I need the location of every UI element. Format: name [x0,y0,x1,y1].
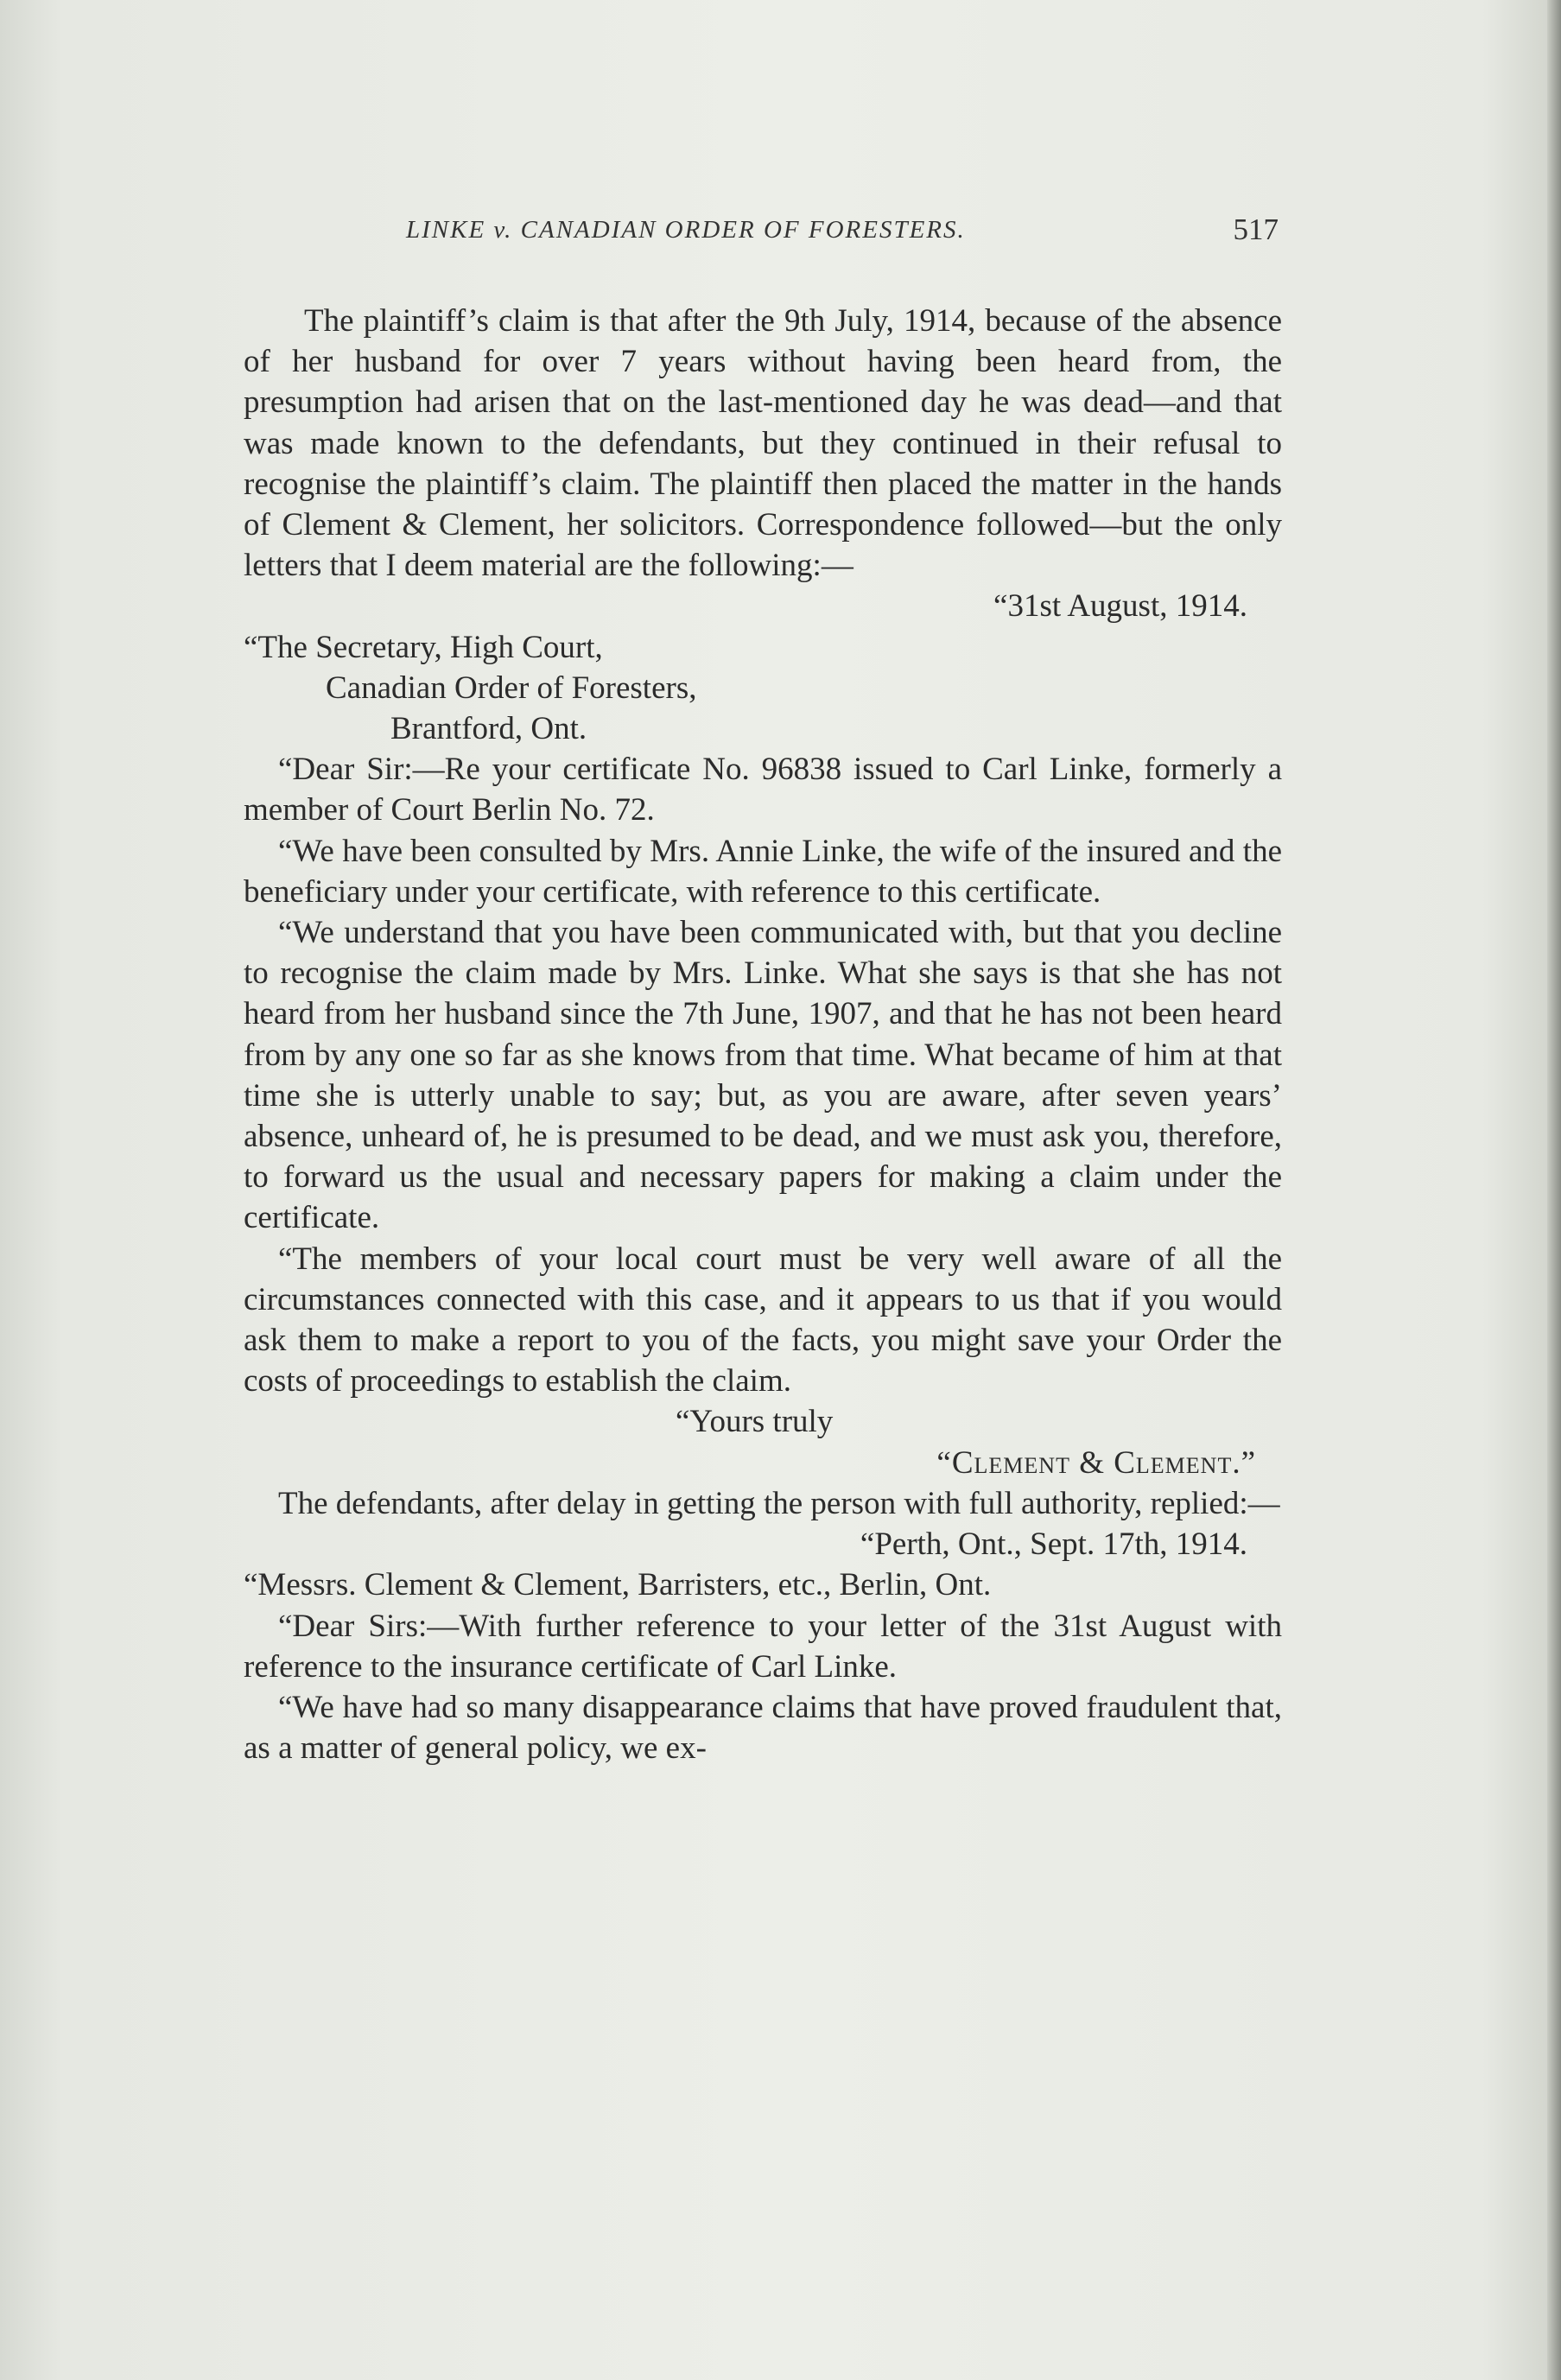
paragraph-plaintiff-claim: The plaintiff’s claim is that after the 9th July, 1914, because of the absence of her husband for over 7 years without having been heard from, the presumption had arisen that on the last-mentioned day he was dead—and that was made known to the defendants, but they continued in their refusal to recognise the plaintiff’s claim. The plaintiff then placed the matter in the hands of Clement & Clement, her solicitors. Correspondence followed—but the only letters that I deem material are the following:— [244,303,1282,584]
running-title: LINKE v. CANADIAN ORDER OF FORESTERS. [406,216,966,244]
letter2-address: “Messrs. Clement & Clement, Barristers, etc., Berlin, Ont. [244,1567,992,1603]
letter2-date: “Perth, Ont., Sept. 17th, 1914. [860,1526,1247,1563]
letter1-paragraph-3: “We understand that you have been communicated with, but that you decline to recognise the claim made by Mrs. Linke. What she says is that she has not heard from her husband since the 7th June, 1907, and that he has not been heard from by any one so far as she knows from that time. What became of him at that time she is utterly unable to say; but, as you are aware, after seven years’ absence, unheard of, he is presumed to be dead, and we must ask you, therefore, to forward us the usual and necessary papers for making a claim under the certificate. [244,915,1282,1236]
letter1-address-line3: Brantford, Ont. [390,711,587,747]
letter1-address-line2: Canadian Order of Foresters, [326,670,697,706]
body-text [244,301,1282,1768]
page-number: 517 [1233,213,1279,246]
letter1-address-line1: “The Secretary, High Court, [244,629,603,665]
letter1-paragraph-1: “Dear Sir:—Re your certificate No. 96838 issued to Carl Linke, formerly a member of Court Berlin No. 72. [244,752,1282,828]
paragraph-defendants-reply: The defendants, after delay in getting the person with full authority, replied:— [278,1485,1280,1521]
letter2-paragraph-2: “We have had so many disappearance claims that have proved fraudulent that, as a matter of general policy, we ex- [244,1689,1282,1767]
letter1-paragraph-4: “The members of your local court must be very well aware of all the circumstances connected with this case, and it appears to us that if you would ask them to make a report to you of the facts, you might save your Order the costs of proceedings to establish the claim. [244,1241,1282,1399]
letter1-date: “31st August, 1914. [993,588,1247,625]
letter1-signature: “Clement & Clement.” [936,1444,1256,1481]
page-edge-shadow [1547,0,1561,2380]
page-header [242,213,1279,251]
letter2-paragraph-1: “Dear Sirs:—With further reference to your letter of the 31st August with reference to the insurance certificate of Carl Linke. [244,1608,1282,1685]
letter1-paragraph-2: “We have been consulted by Mrs. Annie Linke, the wife of the insured and the beneficiary under your certificate, with reference to this certificate. [244,833,1282,910]
letter1-closing: “Yours truly [676,1404,834,1440]
